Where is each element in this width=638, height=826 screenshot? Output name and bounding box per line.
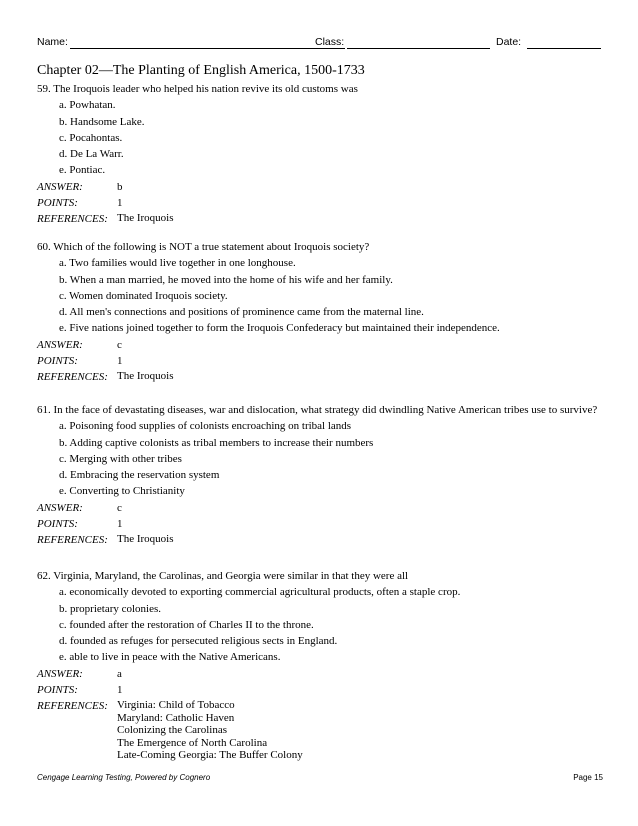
option-d: d. Embracing the reservation system — [59, 469, 220, 482]
references-label: REFERENCES: — [37, 534, 108, 547]
option-e: e. Pontiac. — [59, 164, 106, 177]
points-value: 1 — [117, 684, 123, 697]
reference-item: The Iroquois — [117, 370, 174, 383]
question-text: 60. Which of the following is NOT a true statement about Iroquois society? — [37, 241, 370, 253]
reference-item: The Emergence of North Carolina — [117, 736, 268, 749]
option-a: a. Two families would live together in one longhouse. — [59, 257, 296, 270]
option-b: b. Adding captive colonists as tribal members to increase their numbers — [59, 436, 374, 449]
references-list — [117, 533, 607, 547]
points-row — [37, 683, 607, 697]
option-d: d. founded as refuges for persecuted religious sects in England. — [59, 635, 338, 648]
option-a: a. Poisoning food supplies of colonists encroaching on tribal lands — [59, 420, 352, 433]
answer-label: ANSWER: — [37, 501, 83, 514]
answer-value: c — [117, 501, 122, 514]
option-c: c. Women dominated Iroquois society. — [59, 289, 228, 302]
date-label: Date: — [496, 36, 522, 48]
references-list — [117, 370, 607, 384]
option-d: d. All men's connections and positions of prominence came from the maternal line. — [59, 306, 424, 319]
references-row — [37, 699, 607, 762]
references-row — [37, 370, 607, 384]
question-60 — [37, 240, 607, 384]
page-number: Page 15 — [573, 773, 603, 782]
references-label: REFERENCES: — [37, 371, 108, 384]
question-61 — [37, 403, 607, 547]
reference-item: Maryland: Catholic Haven — [117, 711, 235, 724]
answer-value: b — [117, 180, 123, 193]
option-d: d. De La Warr. — [59, 148, 124, 161]
answer-label: ANSWER: — [37, 338, 83, 351]
answer-row — [37, 501, 607, 515]
answer-row — [37, 338, 607, 352]
name-label: Name: — [37, 36, 68, 48]
references-label: REFERENCES: — [37, 213, 108, 226]
reference-item: Late-Coming Georgia: The Buffer Colony — [117, 749, 303, 762]
answer-label: ANSWER: — [37, 667, 83, 680]
footer-source: Cengage Learning Testing, Powered by Cognero — [37, 773, 211, 782]
points-value: 1 — [117, 355, 123, 368]
option-e: e. able to live in peace with the Native Americans. — [59, 651, 281, 664]
reference-item: Colonizing the Carolinas — [117, 724, 227, 737]
option-b: b. proprietary colonies. — [59, 602, 162, 615]
answer-row — [37, 667, 607, 681]
question-list — [37, 0, 607, 826]
references-label: REFERENCES: — [37, 700, 108, 713]
question-text: 61. In the face of devastating diseases, war and dislocation, what strategy did dwindling Native American tribes use to survive? — [37, 404, 598, 416]
question-62 — [37, 569, 607, 762]
reference-item: The Iroquois — [117, 212, 174, 225]
references-list — [117, 699, 607, 762]
points-row — [37, 354, 607, 368]
points-row — [37, 196, 607, 210]
points-label: POINTS: — [37, 197, 78, 210]
chapter-title: Chapter 02—The Planting of English America, 1500-1733 — [37, 63, 365, 78]
points-row — [37, 517, 607, 531]
points-label: POINTS: — [37, 684, 78, 697]
answer-label: ANSWER: — [37, 180, 83, 193]
option-e: e. Five nations joined together to form the Iroquois Confederacy but maintained their independence. — [59, 322, 500, 335]
option-e: e. Converting to Christianity — [59, 485, 185, 498]
option-b: b. Handsome Lake. — [59, 115, 145, 128]
points-label: POINTS: — [37, 355, 78, 368]
option-a: a. economically devoted to exporting commercial agricultural products, often a staple crop. — [59, 586, 461, 599]
option-c: c. Pocahontas. — [59, 131, 123, 144]
reference-item: The Iroquois — [117, 533, 174, 546]
option-c: c. founded after the restoration of Charles II to the throne. — [59, 618, 314, 631]
page-footer — [37, 772, 603, 784]
answer-row — [37, 180, 607, 194]
references-row — [37, 212, 607, 226]
points-label: POINTS: — [37, 518, 78, 531]
question-59 — [37, 82, 607, 226]
option-c: c. Merging with other tribes — [59, 452, 182, 465]
question-text: 59. The Iroquois leader who helped his nation revive its old customs was — [37, 83, 358, 95]
question-text: 62. Virginia, Maryland, the Carolinas, and Georgia were similar in that they were all — [37, 570, 409, 582]
class-label: Class: — [315, 36, 345, 48]
references-row — [37, 533, 607, 547]
points-value: 1 — [117, 518, 123, 531]
answer-value: a — [117, 667, 122, 680]
reference-item: Virginia: Child of Tobacco — [117, 699, 235, 712]
references-list — [117, 212, 607, 226]
points-value: 1 — [117, 197, 123, 210]
option-a: a. Powhatan. — [59, 99, 116, 112]
option-b: b. When a man married, he moved into the home of his wife and her family. — [59, 273, 393, 286]
answer-value: c — [117, 338, 122, 351]
